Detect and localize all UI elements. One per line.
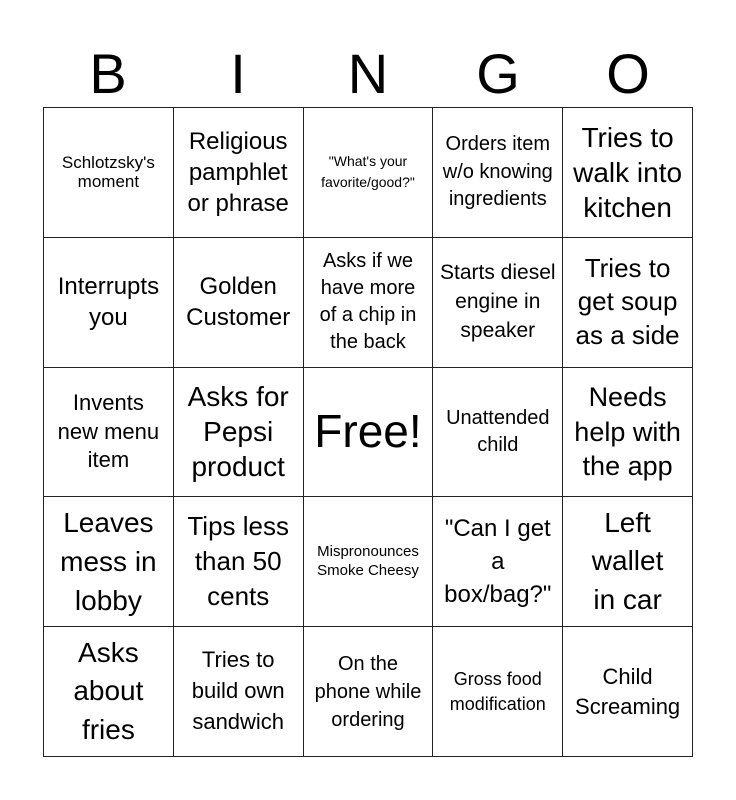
cell-text: Asks about fries: [73, 636, 144, 745]
bingo-cell[interactable]: [433, 238, 563, 368]
bingo-board: [43, 107, 693, 757]
bingo-cell[interactable]: [563, 497, 693, 627]
cell-text: Child Screaming: [575, 663, 681, 719]
header-letter-i: I: [230, 42, 246, 105]
cell-text: Tries to build own sandwich: [191, 647, 285, 734]
cell-text: Leaves mess in lobby: [60, 507, 157, 617]
cell-text: Starts diesel engine in speaker: [440, 260, 556, 342]
bingo-cell[interactable]: [174, 238, 304, 368]
bingo-cell[interactable]: [433, 368, 563, 498]
cell-text: Unattended child: [446, 406, 550, 456]
bingo-cell[interactable]: [433, 497, 563, 627]
bingo-cell[interactable]: [174, 627, 304, 757]
bingo-cell[interactable]: [304, 108, 434, 238]
cell-text: Asks for Pepsi product: [187, 381, 289, 483]
cell-text: "What's your favorite/good?": [321, 152, 415, 191]
cell-text: Needs help with the app: [574, 382, 681, 482]
bingo-cell[interactable]: [44, 238, 174, 368]
bingo-cell[interactable]: [433, 108, 563, 238]
cell-text: Mispronounces Smoke Cheesy: [317, 543, 419, 579]
bingo-cell[interactable]: [563, 238, 693, 368]
cell-text: Tips less than 50 cents: [187, 511, 289, 612]
bingo-cell[interactable]: [304, 238, 434, 368]
cell-text: Golden Customer: [186, 273, 291, 332]
cell-text: Invents new menu item: [57, 390, 160, 473]
bingo-cell free-space[interactable]: [304, 368, 434, 498]
cell-text: Orders item w/o knowing ingredients: [442, 133, 553, 211]
header-letter-g: G: [476, 42, 520, 105]
cell-text: Free!: [314, 405, 422, 458]
header-letter-b: B: [89, 42, 127, 105]
bingo-cell[interactable]: [304, 497, 434, 627]
cell-text: Interrupts you: [57, 273, 160, 332]
bingo-cell[interactable]: [563, 108, 693, 238]
bingo-cell[interactable]: [433, 627, 563, 757]
bingo-cell[interactable]: [44, 497, 174, 627]
bingo-cell[interactable]: [44, 368, 174, 498]
bingo-cell[interactable]: [44, 108, 174, 238]
cell-text: Tries to walk into kitchen: [573, 121, 683, 223]
bingo-cell[interactable]: [44, 627, 174, 757]
cell-text: "Can I get a box/bag?": [444, 515, 552, 609]
cell-text: Asks if we have more of a chip in the back: [319, 250, 417, 354]
bingo-cell[interactable]: [563, 368, 693, 498]
header-letter-n: N: [347, 42, 389, 105]
bingo-header: [43, 40, 693, 108]
cell-text: Gross food modification: [449, 669, 546, 714]
bingo-cell[interactable]: [174, 497, 304, 627]
bingo-cell[interactable]: [174, 368, 304, 498]
bingo-cell[interactable]: [304, 627, 434, 757]
cell-text: Religious pamphlet or phrase: [187, 127, 289, 217]
cell-text: Schlotzsky's moment: [61, 152, 155, 192]
cell-text: Left wallet in car: [591, 506, 664, 616]
header-letter-o: O: [606, 42, 650, 105]
bingo-cell[interactable]: [563, 627, 693, 757]
bingo-cell[interactable]: [174, 108, 304, 238]
cell-text: Tries to get soup as a side: [575, 252, 680, 351]
cell-text: On the phone while ordering: [314, 652, 422, 731]
